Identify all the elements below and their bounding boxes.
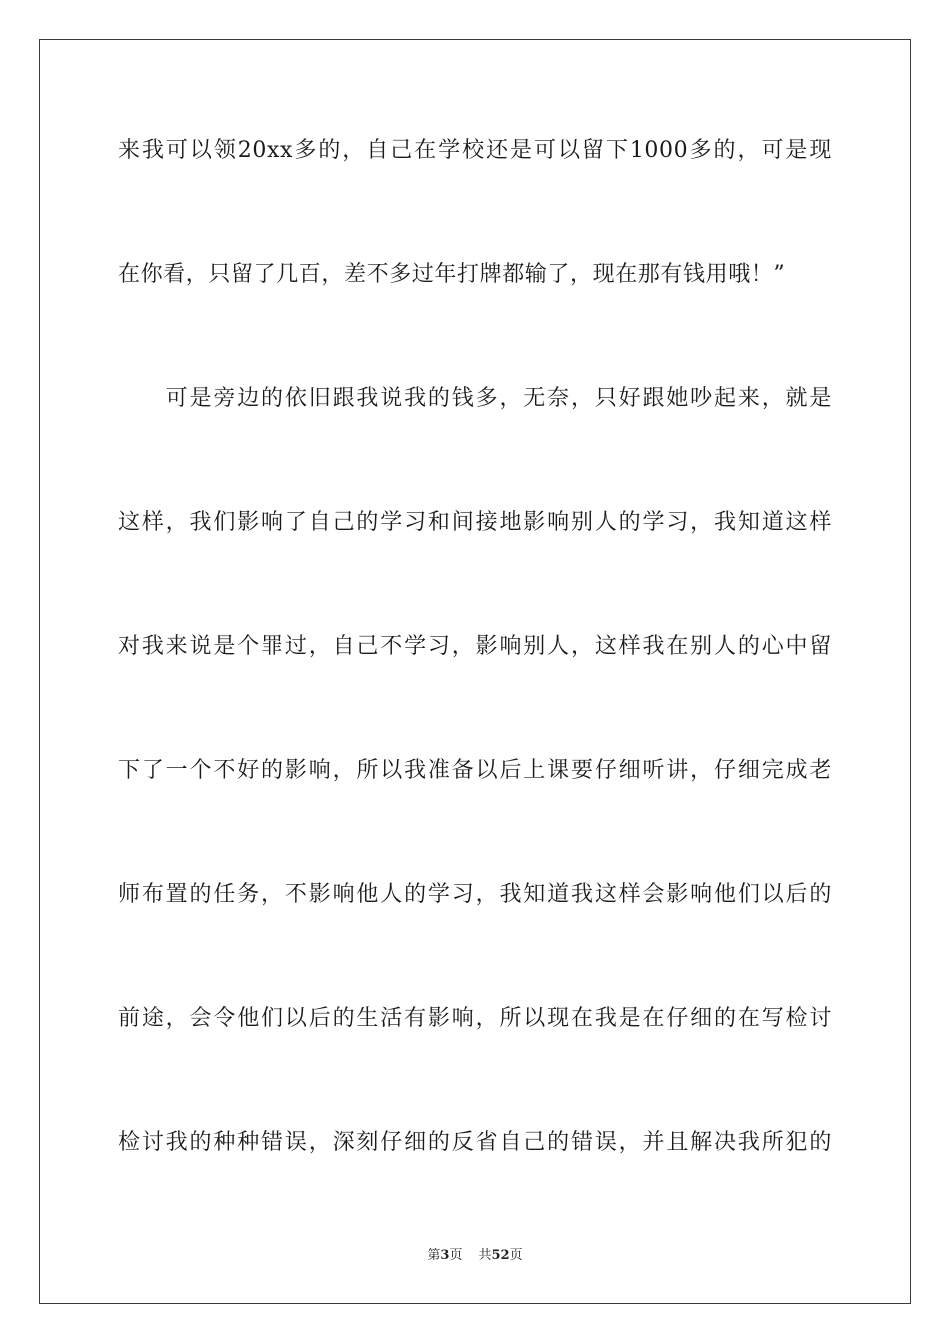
page-number: 3 [440,1248,450,1263]
text-line-9: 检讨我的种种错误，深刻仔细的反省自己的错误，并且解决我所犯的 [118,1130,832,1155]
total-pages: 52 [491,1248,510,1263]
text-line-8: 前途，会令他们以后的生活有影响，所以现在我是在仔细的在写检讨 [118,1006,832,1031]
text-line-3: 可是旁边的依旧跟我说我的钱多，无奈，只好跟她吵起来，就是 [118,386,832,411]
page-footer [0,1248,950,1264]
text-line-6: 下了一个不好的影响，所以我准备以后上课要仔细听讲，仔细完成老 [118,758,832,783]
text-line-4: 这样，我们影响了自己的学习和间接地影响别人的学习，我知道这样 [118,510,832,535]
text-line-7: 师布置的任务，不影响他人的学习，我知道我这样会影响他们以后的 [118,882,832,907]
text-line-2: 在你看，只留了几百，差不多过年打牌都输了，现在那有钱用哦！” [118,262,786,287]
text-line-5: 对我来说是个罪过，自己不学习，影响别人，这样我在别人的心中留 [118,634,832,659]
total-prefix: 共 [478,1248,492,1263]
page-border [39,39,911,1304]
text-line-1: 来我可以领20xx多的，自己在学校还是可以留下1000多的，可是现 [118,138,832,163]
total-suffix: 页 [509,1248,523,1263]
page-prefix: 第 [427,1248,441,1263]
page-suffix: 页 [449,1248,463,1263]
